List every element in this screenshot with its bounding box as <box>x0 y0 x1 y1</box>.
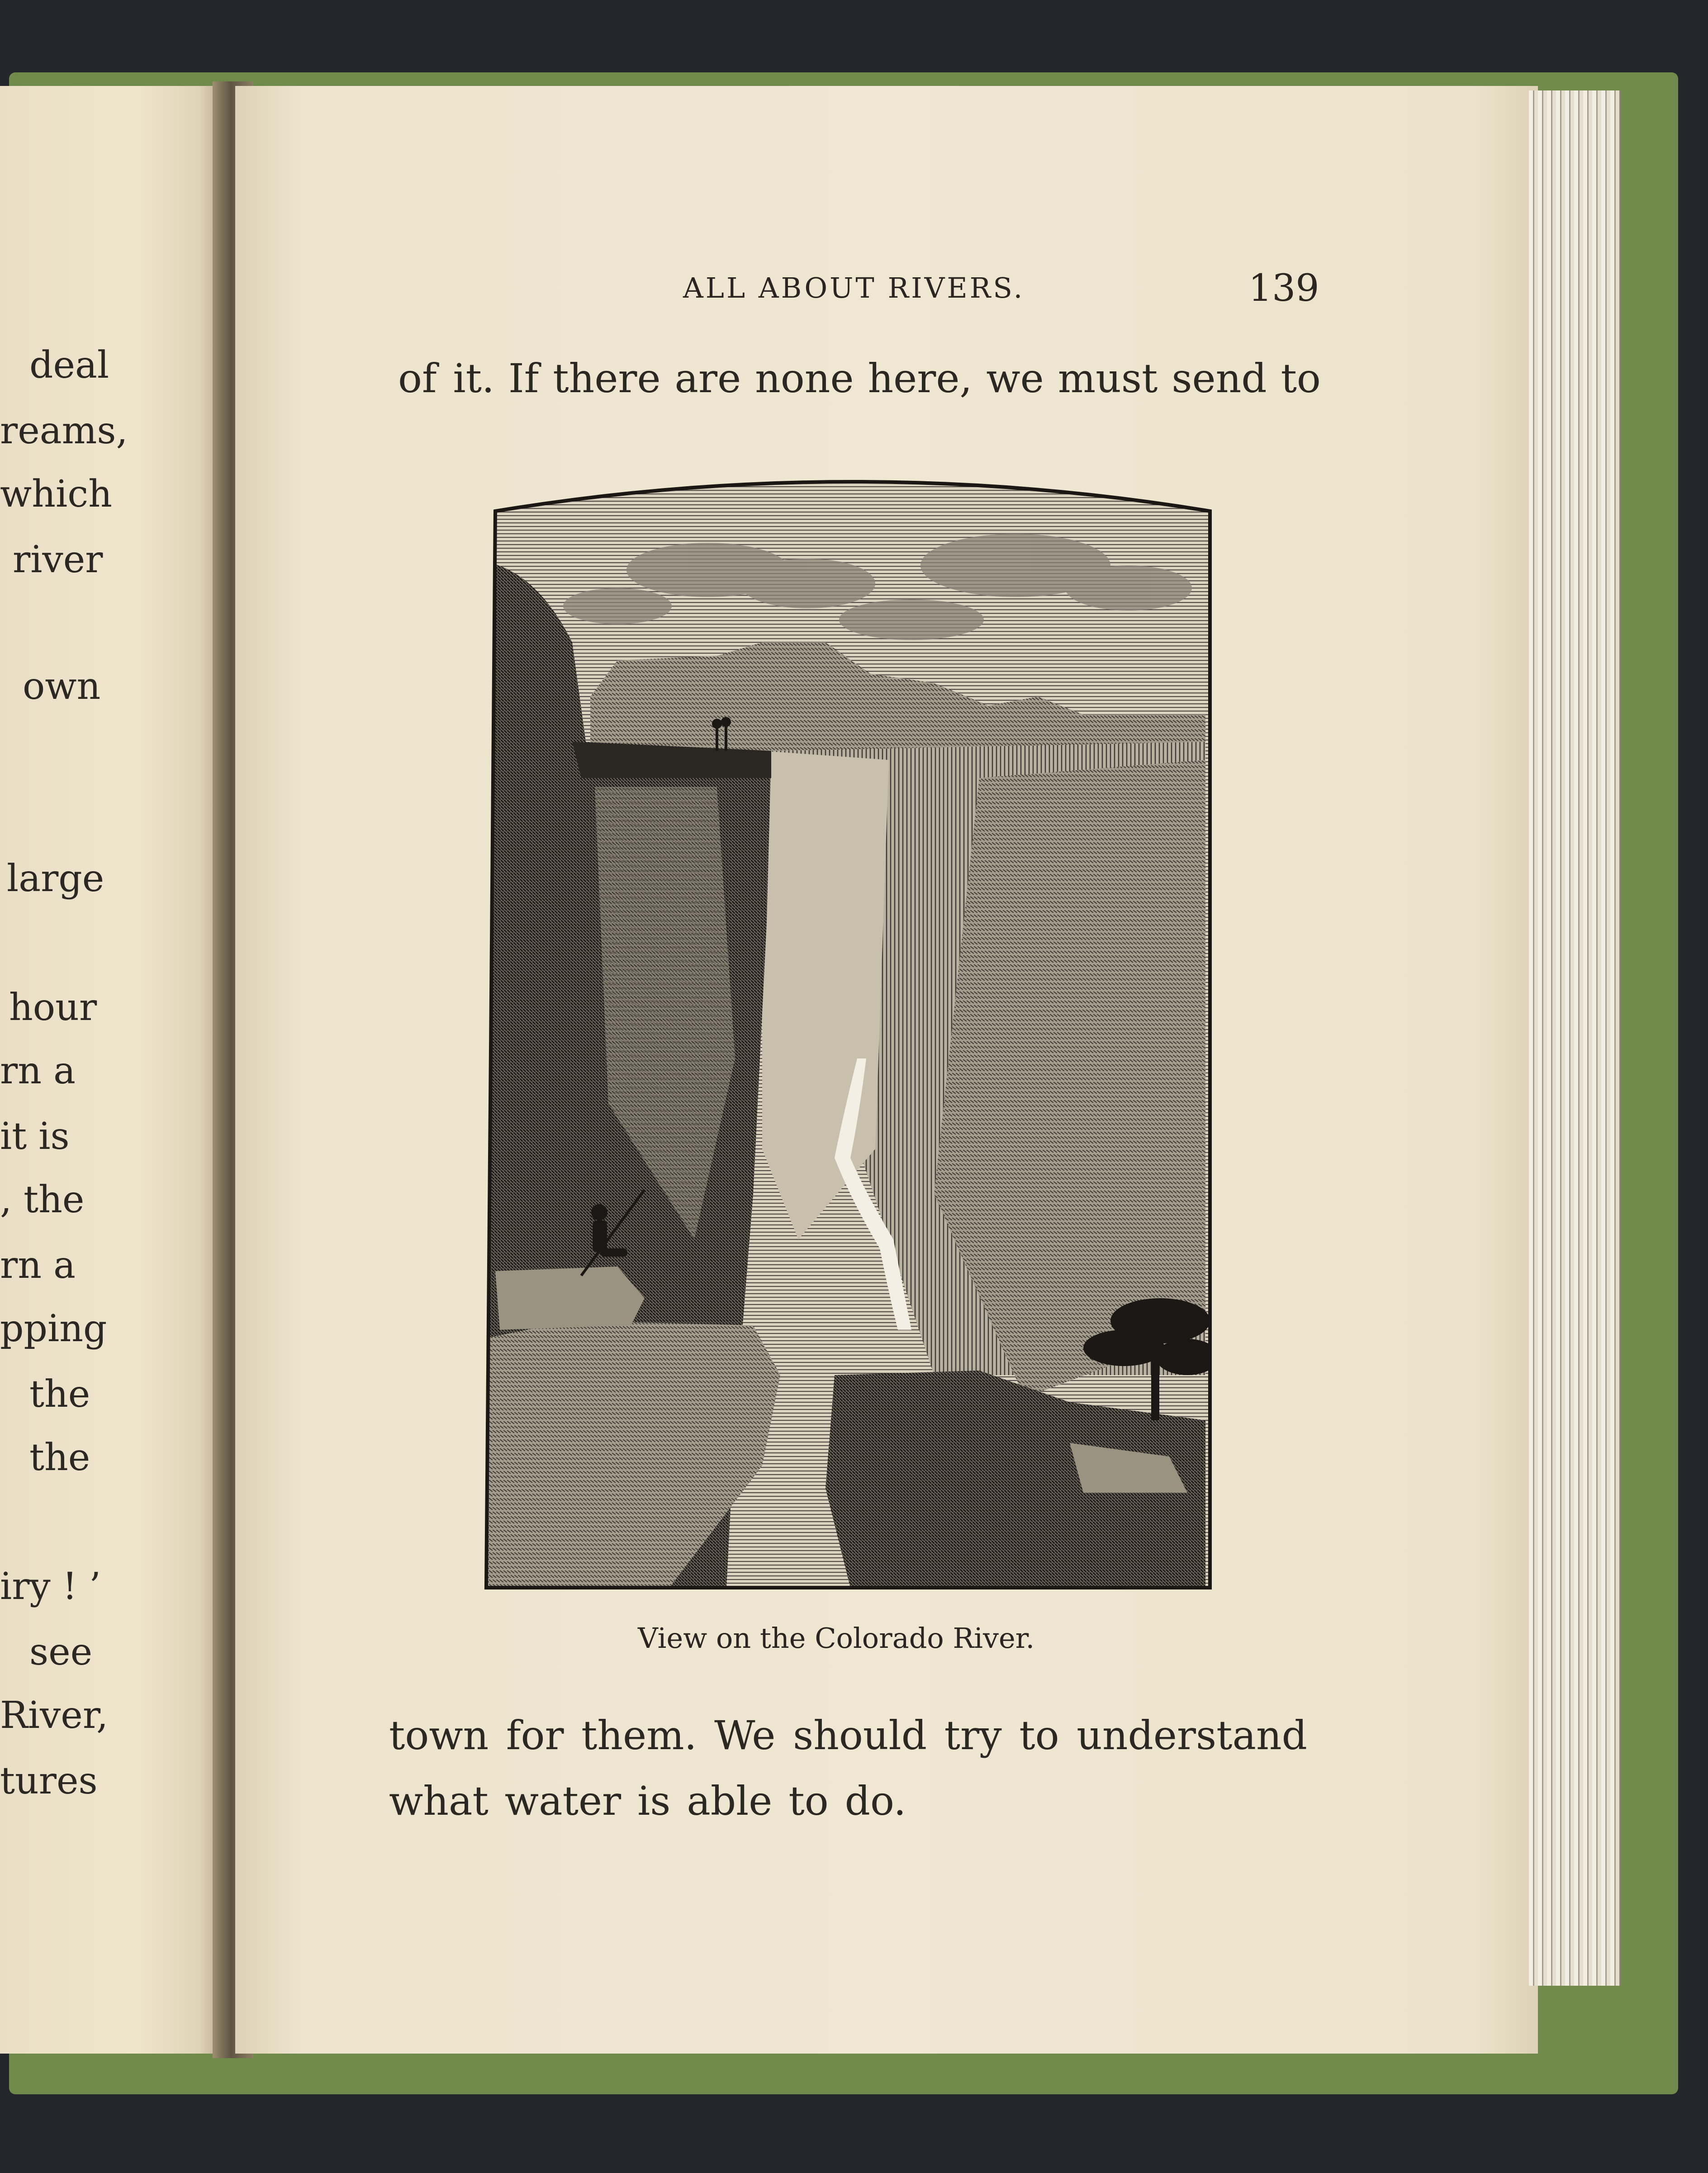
body-line-3: what water is able to do. <box>389 1778 906 1824</box>
word: understand <box>1077 1712 1307 1759</box>
word: none <box>755 355 854 402</box>
word: here, <box>868 355 973 402</box>
canyon-engraving-illustration <box>482 470 1224 1597</box>
left-fragment: large <box>7 857 104 900</box>
word: to <box>1019 1712 1059 1759</box>
word: send <box>1172 355 1267 402</box>
word: If <box>508 355 539 402</box>
word: town <box>389 1712 489 1759</box>
left-fragment: the <box>29 1436 90 1479</box>
left-fragment: , the <box>0 1178 85 1221</box>
left-fragment: reams, <box>0 409 128 452</box>
left-fragment: river <box>13 538 103 581</box>
word: for <box>506 1712 564 1759</box>
body-line-2 <box>389 1712 1307 1759</box>
word: are <box>674 355 741 402</box>
left-fragment: iry ! ’ <box>0 1565 101 1608</box>
left-fragment: River, <box>0 1694 109 1737</box>
word: should <box>793 1712 927 1759</box>
page-number: 139 <box>1248 267 1319 310</box>
word: there <box>553 355 661 402</box>
word: We <box>714 1712 776 1759</box>
left-fragment: rn a <box>0 1244 76 1287</box>
word: of it. <box>398 355 495 402</box>
figure-caption: View on the Colorado River. <box>638 1622 1035 1655</box>
left-fragment: see <box>29 1631 93 1674</box>
running-head: ALL ABOUT RIVERS. <box>683 271 1025 304</box>
word: we <box>986 355 1044 402</box>
left-fragment: it is <box>0 1115 70 1158</box>
word: to <box>1281 355 1321 402</box>
left-fragment: which <box>0 473 112 516</box>
left-fragment: the <box>29 1373 90 1416</box>
word: them. <box>581 1712 697 1759</box>
left-fragment: own <box>23 665 101 708</box>
word: try <box>944 1712 1002 1759</box>
word: must <box>1058 355 1158 402</box>
left-fragment: pping <box>0 1307 107 1350</box>
left-fragment: deal <box>29 344 109 387</box>
left-fragment: hour <box>9 986 97 1029</box>
page-edges <box>1529 90 1621 1986</box>
left-fragment: tures <box>0 1760 98 1803</box>
left-fragment: rn a <box>0 1049 76 1092</box>
body-line-1 <box>398 355 1321 402</box>
